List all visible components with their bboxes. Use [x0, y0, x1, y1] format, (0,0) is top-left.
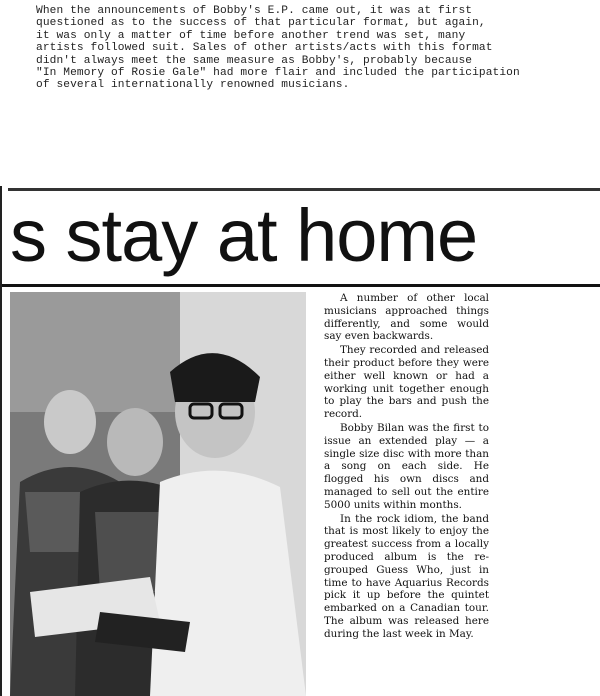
band-photo	[10, 292, 306, 696]
newspaper-clipping	[0, 186, 600, 696]
headline-bar	[2, 186, 600, 287]
typed-line: When the announcements of Bobby's E.P. came out, it was at first	[36, 5, 473, 17]
article-paragraph: Bobby Bilan was the first to issue an extended play — a single size disc with more than a song on each side. He flogged his own discs and managed to sell out the entire 5000 units within months.	[324, 421, 489, 511]
typed-line: artists followed suit. Sales of other artists/acts with this format	[36, 42, 493, 55]
typed-line: of several internationally renowned musicians.	[36, 79, 350, 92]
article-paragraph: In the rock idiom, the band that is most likely to enjoy the greatest success from a locally produced album is the re-grouped Guess Who, just in time to have Aquarius Records pick it up before the quintet embarked on a Canadian tour. The album was released here during the last week in May.	[324, 512, 489, 640]
article-body	[324, 292, 489, 642]
article-paragraph: They recorded and released their product before they were either well known or had a working unit together enough to play the bars and push the record.	[324, 344, 489, 421]
typed-note	[36, 5, 592, 92]
article-paragraph: A number of other local musicians approached things differently, and some would say even backwards.	[324, 292, 489, 343]
typed-line: didn't always meet the same measure as Bobby's, probably because	[36, 54, 473, 67]
typed-line: questioned as to the success of that particular format, but again,	[36, 17, 486, 30]
band-photo-illustration	[10, 292, 306, 696]
headline: s stay at home	[10, 194, 478, 277]
typed-line: it was only a matter of time before another trend was set, many	[36, 29, 466, 42]
typed-line: "In Memory of Rosie Gale" had more flair and included the participation	[36, 67, 520, 80]
